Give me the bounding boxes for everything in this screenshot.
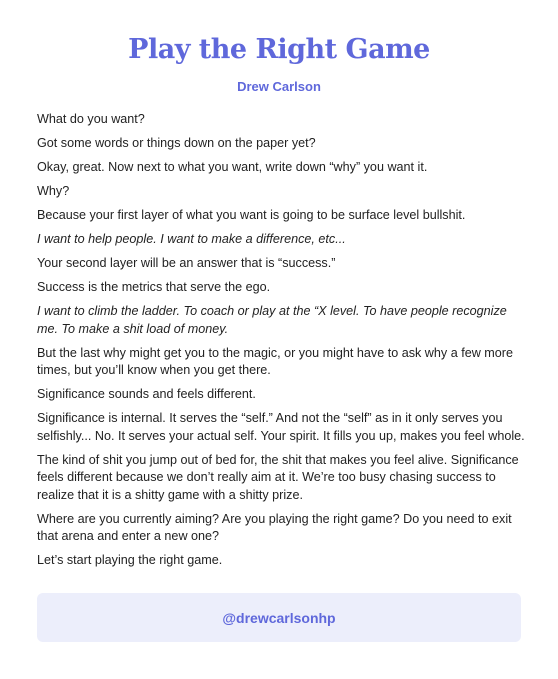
paragraph: Significance is internal. It serves the “self.” And not the “self” as in it only serves you selfishly... No. It serves your actual self. Your spirit. It fills you up, makes you feel whole.	[37, 411, 525, 443]
author-name: Drew Carlson	[237, 79, 321, 94]
paragraph: Why?	[37, 184, 70, 198]
paragraph: Significance sounds and feels different.	[37, 387, 256, 401]
social-handle: @drewcarlsonhp	[222, 609, 336, 626]
paragraph: Let’s start playing the right game.	[37, 553, 223, 567]
paragraph: Success is the metrics that serve the ego.	[37, 280, 271, 294]
paragraph: Okay, great. Now next to what you want, write down “why” you want it.	[37, 160, 428, 174]
paragraph: Got some words or things down on the paper yet?	[37, 136, 316, 150]
paragraph-italic: I want to help people. I want to make a difference, etc...	[37, 232, 346, 246]
paragraph: Where are you currently aiming? Are you playing the right game? Do you need to exit that arena and enter a new one?	[37, 511, 512, 543]
paragraph: The kind of shit you jump out of bed for, the shit that makes you feel alive. Significance feels different because we don’t really aim at it. We’re too busy chasing success to realize that it is a shitty game with a shitty prize.	[37, 452, 519, 502]
social-handle-box	[37, 593, 521, 642]
paragraph: Because your first layer of what you want is going to be surface level bullshit.	[37, 208, 466, 222]
paragraph: What do you want?	[37, 112, 145, 126]
paragraph-italic: I want to climb the ladder. To coach or play at the “X level. To have people recognize me. To make a shit load of money.	[37, 304, 507, 336]
article-body	[37, 111, 525, 576]
paragraph: Your second layer will be an answer that is “success.”	[37, 256, 336, 270]
paragraph: But the last why might get you to the magic, or you might have to ask why a few more times, but you’ll know when you get there.	[37, 345, 513, 377]
page-title: Play the Right Game	[128, 34, 430, 65]
